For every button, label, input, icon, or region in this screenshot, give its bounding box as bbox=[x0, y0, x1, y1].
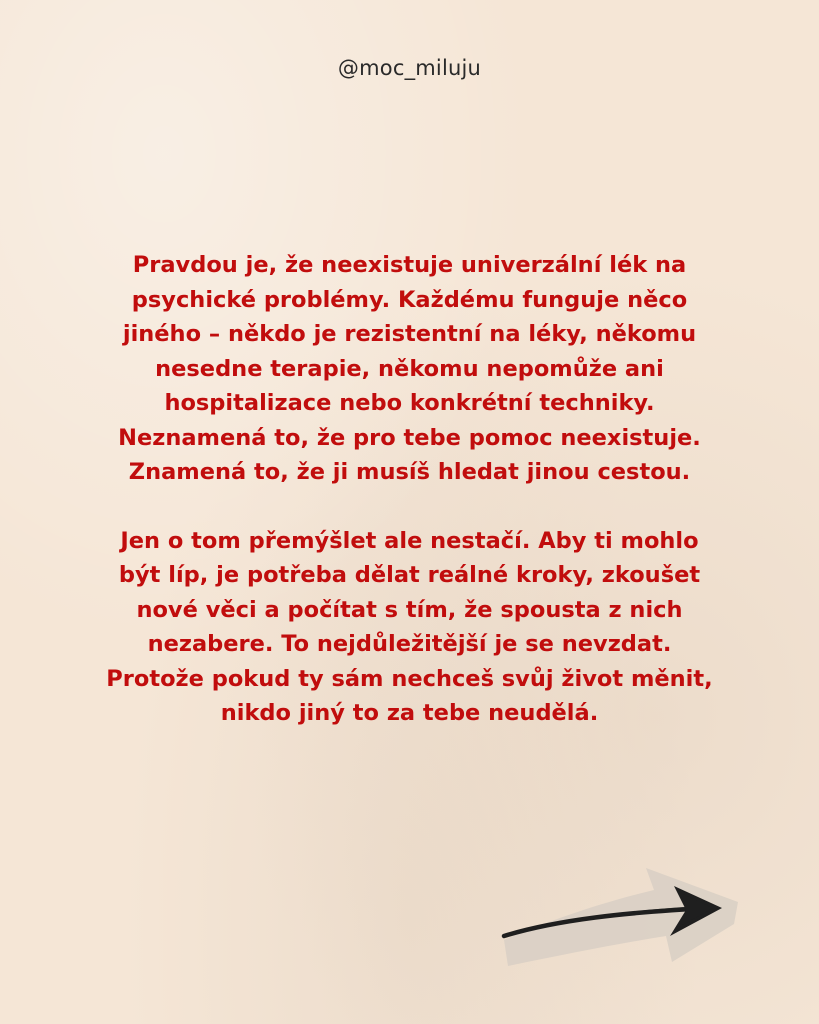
next-slide-arrow[interactable] bbox=[486, 862, 746, 972]
text-line: psychické problémy. Každému funguje něco bbox=[131, 286, 688, 313]
text-line: Protože pokud ty sám nechceš svůj život měnit, bbox=[106, 665, 713, 692]
account-handle: @moc_miluju bbox=[337, 56, 482, 80]
text-line: nikdo jiný to za tebe neudělá. bbox=[220, 700, 599, 726]
arrow-right-icon bbox=[486, 862, 746, 972]
text-line: Jen o tom přemýšlet ale nestačí. Aby ti mohlo bbox=[120, 527, 699, 554]
post-text bbox=[60, 248, 759, 731]
paragraph-1 bbox=[60, 248, 759, 490]
text-line: nesedne terapie, někomu nepomůže ani bbox=[155, 355, 664, 382]
text-line: hospitalizace nebo konkrétní techniky. bbox=[164, 390, 655, 416]
text-line: jiného – někdo je rezistentní na léky, někomu bbox=[122, 321, 697, 347]
text-line: být líp, je potřeba dělat reálné kroky, zkoušet bbox=[118, 562, 701, 588]
text-line: nové věci a počítat s tím, že spousta z nich bbox=[136, 596, 683, 623]
text-line: nezabere. To nejdůležitější je se nevzdat. bbox=[147, 631, 672, 657]
text-line: Neznamená to, že pro tebe pomoc neexistuje. bbox=[118, 424, 701, 451]
text-line: Znamená to, že ji musíš hledat jinou cestou. bbox=[128, 459, 691, 485]
text-line: Pravdou je, že neexistuje univerzální lék na bbox=[132, 252, 687, 278]
paragraph-2 bbox=[60, 524, 759, 731]
